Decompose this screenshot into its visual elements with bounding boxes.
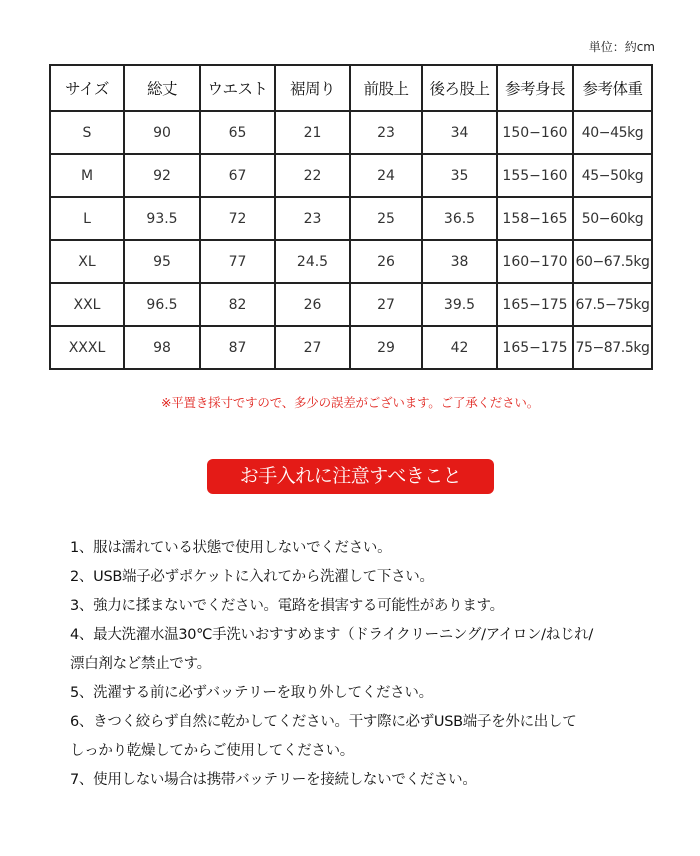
table-cell: 165−175	[497, 326, 573, 369]
table-cell: 67.5−75kg	[573, 283, 652, 326]
table-cell: 21	[275, 111, 350, 154]
header-cell: ウエスト	[200, 65, 275, 111]
table-cell: M	[50, 154, 124, 197]
table-cell: 93.5	[124, 197, 200, 240]
table-cell: L	[50, 197, 124, 240]
table-cell: 45−50kg	[573, 154, 652, 197]
care-instruction-line: 4、最大洗濯水温30℃手洗いおすすめます（ドライクリーニング/アイロン/ねじれ/	[70, 627, 593, 643]
care-instruction-line: しっかり乾燥してからご使用してください。	[70, 743, 354, 759]
table-cell: S	[50, 111, 124, 154]
table-cell: 165−175	[497, 283, 573, 326]
table-cell: XXL	[50, 283, 124, 326]
table-cell: 38	[422, 240, 497, 283]
table-cell: 25	[350, 197, 422, 240]
table-cell: 67	[200, 154, 275, 197]
measurement-note: ※平置き採寸ですので、多少の誤差がございます。ご了承ください。	[160, 395, 540, 410]
care-title-banner: お手入れに注意すべきこと	[207, 459, 494, 494]
table-cell: 26	[350, 240, 422, 283]
table-cell: 95	[124, 240, 200, 283]
table-row	[50, 326, 652, 369]
table-cell: 155−160	[497, 154, 573, 197]
table-cell: XL	[50, 240, 124, 283]
table-cell: 29	[350, 326, 422, 369]
care-instruction-line: 6、きつく絞らず自然に乾かしてください。干す際に必ずUSB端子を外に出して	[70, 714, 577, 730]
table-cell: 77	[200, 240, 275, 283]
table-cell: 23	[275, 197, 350, 240]
table-cell: 39.5	[422, 283, 497, 326]
table-cell: 98	[124, 326, 200, 369]
table-header-row	[50, 65, 652, 111]
table-cell: XXXL	[50, 326, 124, 369]
table-row	[50, 240, 652, 283]
table-row	[50, 154, 652, 197]
table-cell: 24.5	[275, 240, 350, 283]
table-cell: 23	[350, 111, 422, 154]
table-cell: 26	[275, 283, 350, 326]
table-row	[50, 197, 652, 240]
table-cell: 42	[422, 326, 497, 369]
table-cell: 34	[422, 111, 497, 154]
table-cell: 92	[124, 154, 200, 197]
table-cell: 72	[200, 197, 275, 240]
header-cell: サイズ	[50, 65, 124, 111]
table-cell: 87	[200, 326, 275, 369]
care-instruction-line: 3、強力に揉まないでください。電路を損害する可能性があります。	[70, 598, 504, 614]
table-cell: 65	[200, 111, 275, 154]
care-instruction-line: 7、使用しない場合は携帯バッテリーを接続しないでください。	[70, 772, 477, 788]
header-cell: 参考体重	[573, 65, 652, 111]
table-cell: 150−160	[497, 111, 573, 154]
care-instruction-line: 2、USB端子必ずポケットに入れてから洗濯して下さい。	[70, 569, 434, 585]
table-cell: 35	[422, 154, 497, 197]
size-table	[49, 64, 653, 370]
table-cell: 96.5	[124, 283, 200, 326]
header-cell: 前股上	[350, 65, 422, 111]
table-cell: 75−87.5kg	[573, 326, 652, 369]
table-cell: 27	[275, 326, 350, 369]
table-row	[50, 283, 652, 326]
table-cell: 27	[350, 283, 422, 326]
table-cell: 158−165	[497, 197, 573, 240]
table-row	[50, 111, 652, 154]
table-cell: 50−60kg	[573, 197, 652, 240]
care-instructions-list	[70, 534, 690, 795]
care-instruction-line: 漂白剤など禁止です。	[70, 656, 211, 672]
header-cell: 後ろ股上	[422, 65, 497, 111]
table-cell: 22	[275, 154, 350, 197]
table-cell: 36.5	[422, 197, 497, 240]
table-cell: 160−170	[497, 240, 573, 283]
header-cell: 参考身長	[497, 65, 573, 111]
table-cell: 40−45kg	[573, 111, 652, 154]
care-instruction-line: 5、洗濯する前に必ずバッテリーを取り外してください。	[70, 685, 433, 701]
table-cell: 90	[124, 111, 200, 154]
unit-label: 単位：約cm	[588, 40, 655, 54]
table-cell: 82	[200, 283, 275, 326]
table-cell: 24	[350, 154, 422, 197]
header-cell: 裾周り	[275, 65, 350, 111]
table-cell: 60−67.5kg	[573, 240, 652, 283]
care-instruction-line: 1、服は濡れている状態で使用しないでください。	[70, 540, 392, 556]
header-cell: 総丈	[124, 65, 200, 111]
